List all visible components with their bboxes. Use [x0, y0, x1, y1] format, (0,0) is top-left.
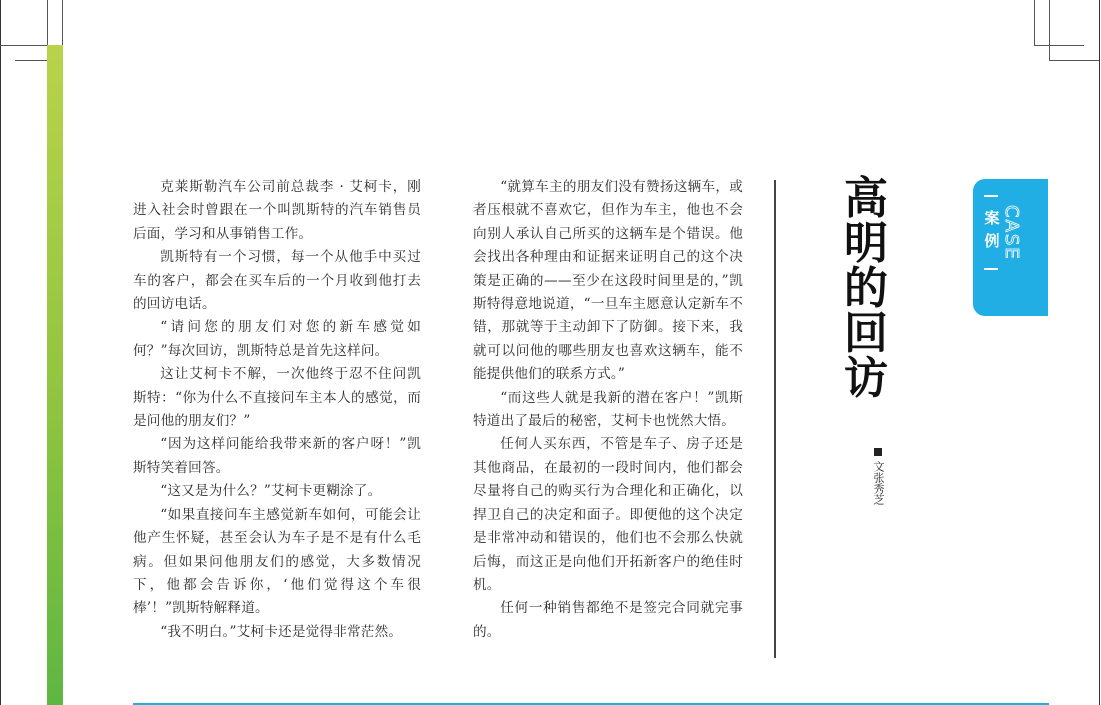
- section-label: [983, 207, 1001, 253]
- crop-mark-top-right-vertical: [1049, 0, 1050, 60]
- title-char: 回: [844, 308, 888, 359]
- article-column-2: [473, 176, 743, 644]
- title-char: 明: [844, 218, 888, 269]
- paragraph: 克莱斯勒汽车公司前总裁李 · 艾柯卡，刚进入社会时曾跟在一个叫凯斯特的汽车销售员后面，学习和从事销售工作。: [133, 179, 421, 242]
- paragraph: “请问您的朋友们对您的新车感觉如何？”每次回访，凯斯特总是首先这样问。: [133, 319, 421, 359]
- crop-mark-top-right-inner: [1034, 0, 1035, 46]
- crop-mark-top-left-inner: [62, 0, 63, 46]
- section-english-label: CASE: [1001, 205, 1022, 261]
- paragraph: “而这些人就是我新的潜在客户！”凯斯特道出了最后的秘密，艾柯卡也恍然大悟。: [473, 389, 743, 430]
- page-edge-left: [0, 0, 1, 705]
- crop-mark-top-right-inner-h: [1049, 60, 1099, 61]
- article-title: [843, 173, 889, 404]
- paragraph: 任何一种销售都绝不是签完合同就完事的。: [473, 600, 743, 640]
- tab-dash-bottom: [984, 268, 998, 270]
- section-label-char: 例: [984, 232, 1000, 250]
- column-divider: [774, 180, 776, 658]
- title-char: 访: [844, 353, 888, 404]
- paragraph: “就算车主的朋友们没有赞扬这辆车，或者压根就不喜欢它，但作为车主，他也不会向别人承认自己所买的这辆车是个错误。他会找出各种理由和证据来证明自己的这个决策是正确的——至少在这段时间里是的，”凯斯特得意地说道，“一旦车主愿意认定新车不错，那就等于主动卸下了防御。接下来，我就可以问他的哪些朋友也喜欢这辆车，能不能提供他们的联系方式。”: [473, 179, 743, 383]
- paragraph: “我不明白。”艾柯卡还是觉得非常茫然。: [160, 623, 403, 640]
- author-byline: [870, 448, 884, 505]
- paragraph: “因为这样问能给我带来新的客户呀！”凯斯特笑着回答。: [133, 436, 421, 476]
- section-tab: [973, 179, 1048, 316]
- paragraph: 凯斯特有一个习惯，每一个从他手中买过车的客户，都会在买车后的一个月收到他打去的回访电话。: [133, 249, 421, 313]
- title-char: 的: [844, 263, 888, 314]
- paragraph: 这让艾柯卡不解，一次他终于忍不住问凯斯特：“你为什么不直接问车主本人的感觉，而是问他的朋友们？”: [133, 366, 421, 430]
- paragraph: “如果直接问车主感觉新车如何，可能会让他产生怀疑，甚至会认为车子是不是有什么毛病。但如果问他朋友们的感觉，大多数情况下，他都会告诉你，‘他们觉得这个车很棒’！”凯斯特解释道。: [133, 506, 421, 617]
- green-side-strip: [47, 45, 63, 705]
- title-char: 高: [844, 173, 888, 224]
- tab-dash-top: [984, 195, 998, 197]
- section-label-char: 案: [984, 209, 1000, 227]
- page-edge-right: [1099, 0, 1100, 705]
- paragraph: “这又是为什么？”艾柯卡更糊涂了。: [160, 483, 382, 500]
- bullet-square-icon: [874, 448, 882, 456]
- article-column-1: [133, 176, 421, 644]
- author-name: 文张秀芝: [872, 461, 885, 505]
- crop-mark-top-right-horizontal: [1034, 45, 1084, 46]
- paragraph: 任何人买东西，不管是车子、房子还是其他商品，在最初的一段时间内，他们都会尽量将自己的购买行为合理化和正确化，以捍卫自己的决定和面子。即便他的这个决定是非常冲动和错误的，他们也不会那么快就后悔，而这正是向他们开拓新客户的绝佳时机。: [473, 436, 743, 593]
